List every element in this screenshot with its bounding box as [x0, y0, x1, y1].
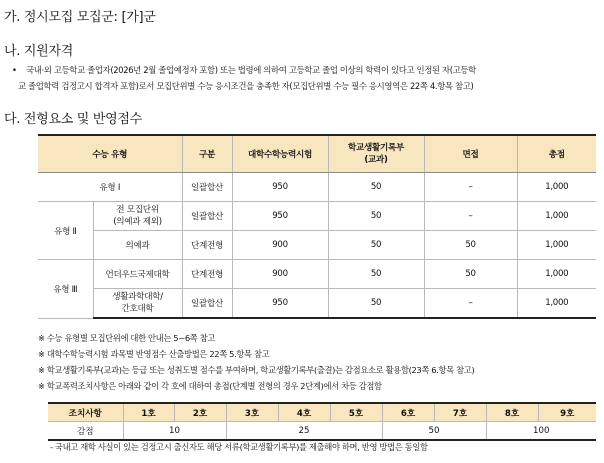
penalty-level: 6호 — [382, 403, 434, 422]
type-cell: 유형 Ⅲ — [38, 260, 93, 319]
notes-list — [38, 330, 598, 394]
total-cell: 1,000 — [517, 202, 596, 231]
penalty-table — [48, 402, 596, 441]
sub-unit-line-2: 간호대학 — [121, 304, 154, 314]
table-row — [38, 231, 596, 260]
score-table — [38, 134, 596, 319]
penalty-level: 1호 — [123, 403, 174, 422]
penalty-level: 2호 — [174, 403, 226, 422]
interview-cell: – — [424, 289, 517, 319]
eligibility-line-2: 교 졸업학력 검정고시 합격자 포함)로서 모집단위별 수능 응시조건을 충족한 자(모집단위별 수능 필수 응시영역은 22쪽 4.항목 참고) — [18, 81, 474, 91]
record-cell: 50 — [328, 231, 424, 260]
header-csat: 대학수학능력시험 — [232, 135, 328, 173]
total-cell: 1,000 — [517, 173, 596, 202]
interview-cell: – — [424, 202, 517, 231]
header-school-record-line-1: 학교생활기록부 — [347, 143, 404, 153]
penalty-level: 7호 — [434, 403, 486, 422]
eligibility-line-1: 국내·외 고등학교 졸업자(2026년 2월 졸업예정자 포함) 또는 법령에 의하여 고등학교 졸업 이상의 학력이 있다고 인정된 자(고등학 — [26, 65, 476, 75]
record-cell: 50 — [328, 173, 424, 202]
heading-selection-elements: 다. 전형요소 및 반영점수 — [4, 112, 142, 127]
table-row — [48, 422, 596, 441]
penalty-level: 9호 — [538, 403, 596, 422]
sub-unit-line-2: (의예과 제외) — [113, 217, 162, 227]
sub-unit-cell — [93, 202, 182, 231]
record-cell: 50 — [328, 289, 424, 319]
csat-cell: 900 — [232, 231, 328, 260]
penalty-level: 5호 — [330, 403, 382, 422]
header-school-record-line-2: (교과) — [364, 155, 388, 165]
sub-unit-cell: 의예과 — [93, 231, 182, 260]
note-item: ※ 학교폭력조치사항은 아래와 같이 각 호에 대하여 총점(단계별 전형의 경우 2단계)에서 차등 감점함 — [38, 381, 382, 391]
note-item: ※ 학교생활기록부(교과)는 등급 또는 성취도별 점수를 부여하며, 학교생활기록부(출결)는 감점요소로 활용함(23쪽 6.항목 참고) — [38, 365, 475, 375]
bullet-icon: • — [12, 65, 17, 75]
type-cell: 유형 Ⅱ — [38, 202, 93, 260]
sub-unit-line-1: 전 모집단위 — [116, 205, 159, 215]
penalty-header-label: 조치사항 — [48, 403, 123, 422]
interview-cell: 50 — [424, 260, 517, 289]
penalty-row-label: 감점 — [48, 422, 123, 441]
header-total: 총점 — [517, 135, 596, 173]
table-row — [38, 202, 596, 231]
csat-cell: 950 — [232, 289, 328, 319]
total-cell: 1,000 — [517, 289, 596, 319]
record-cell: 50 — [328, 260, 424, 289]
sub-unit-cell: 언더우드국제대학 — [93, 260, 182, 289]
interview-cell: 50 — [424, 231, 517, 260]
table-row — [38, 289, 596, 319]
category-cell: 일괄합산 — [182, 202, 232, 231]
footer-note: - 국내고 재학 사실이 있는 검정고시 출신자도 해당 서류(학교생활기록부)를 제출해야 하며, 반영 방법은 동일함 — [50, 442, 428, 452]
csat-cell: 950 — [232, 173, 328, 202]
header-category: 구분 — [182, 135, 232, 173]
category-cell: 단계전형 — [182, 260, 232, 289]
interview-cell: – — [424, 173, 517, 202]
heading-eligibility: 나. 지원자격 — [4, 44, 73, 59]
penalty-value: 100 — [486, 422, 596, 441]
penalty-value: 25 — [226, 422, 382, 441]
table-row — [38, 173, 596, 202]
csat-cell: 950 — [232, 202, 328, 231]
eligibility-text — [6, 62, 596, 94]
header-interview: 면접 — [424, 135, 517, 173]
penalty-value: 50 — [382, 422, 486, 441]
header-school-record — [328, 135, 424, 173]
total-cell: 1,000 — [517, 260, 596, 289]
category-cell: 일괄합산 — [182, 289, 232, 319]
heading-recruitment-group: 가. 정시모집 모집군: [가]군 — [4, 10, 156, 25]
sub-unit-cell — [93, 289, 182, 319]
total-cell: 1,000 — [517, 231, 596, 260]
note-item: ※ 대학수학능력시험 과목별 반영점수 산출방법은 22쪽 5.항목 참고 — [38, 349, 270, 359]
type-cell: 유형 Ⅰ — [38, 173, 182, 202]
csat-cell: 900 — [232, 260, 328, 289]
header-csat-type: 수능 유형 — [38, 135, 182, 173]
note-item: ※ 수능 유형별 모집단위에 대한 안내는 5~6쪽 참고 — [38, 333, 216, 343]
category-cell: 단계전형 — [182, 231, 232, 260]
sub-unit-line-1: 생활과학대학/ — [112, 292, 163, 302]
category-cell: 일괄합산 — [182, 173, 232, 202]
penalty-level: 8호 — [486, 403, 538, 422]
table-row — [38, 260, 596, 289]
penalty-value: 10 — [123, 422, 226, 441]
record-cell: 50 — [328, 202, 424, 231]
penalty-level: 3호 — [226, 403, 278, 422]
penalty-level: 4호 — [278, 403, 330, 422]
